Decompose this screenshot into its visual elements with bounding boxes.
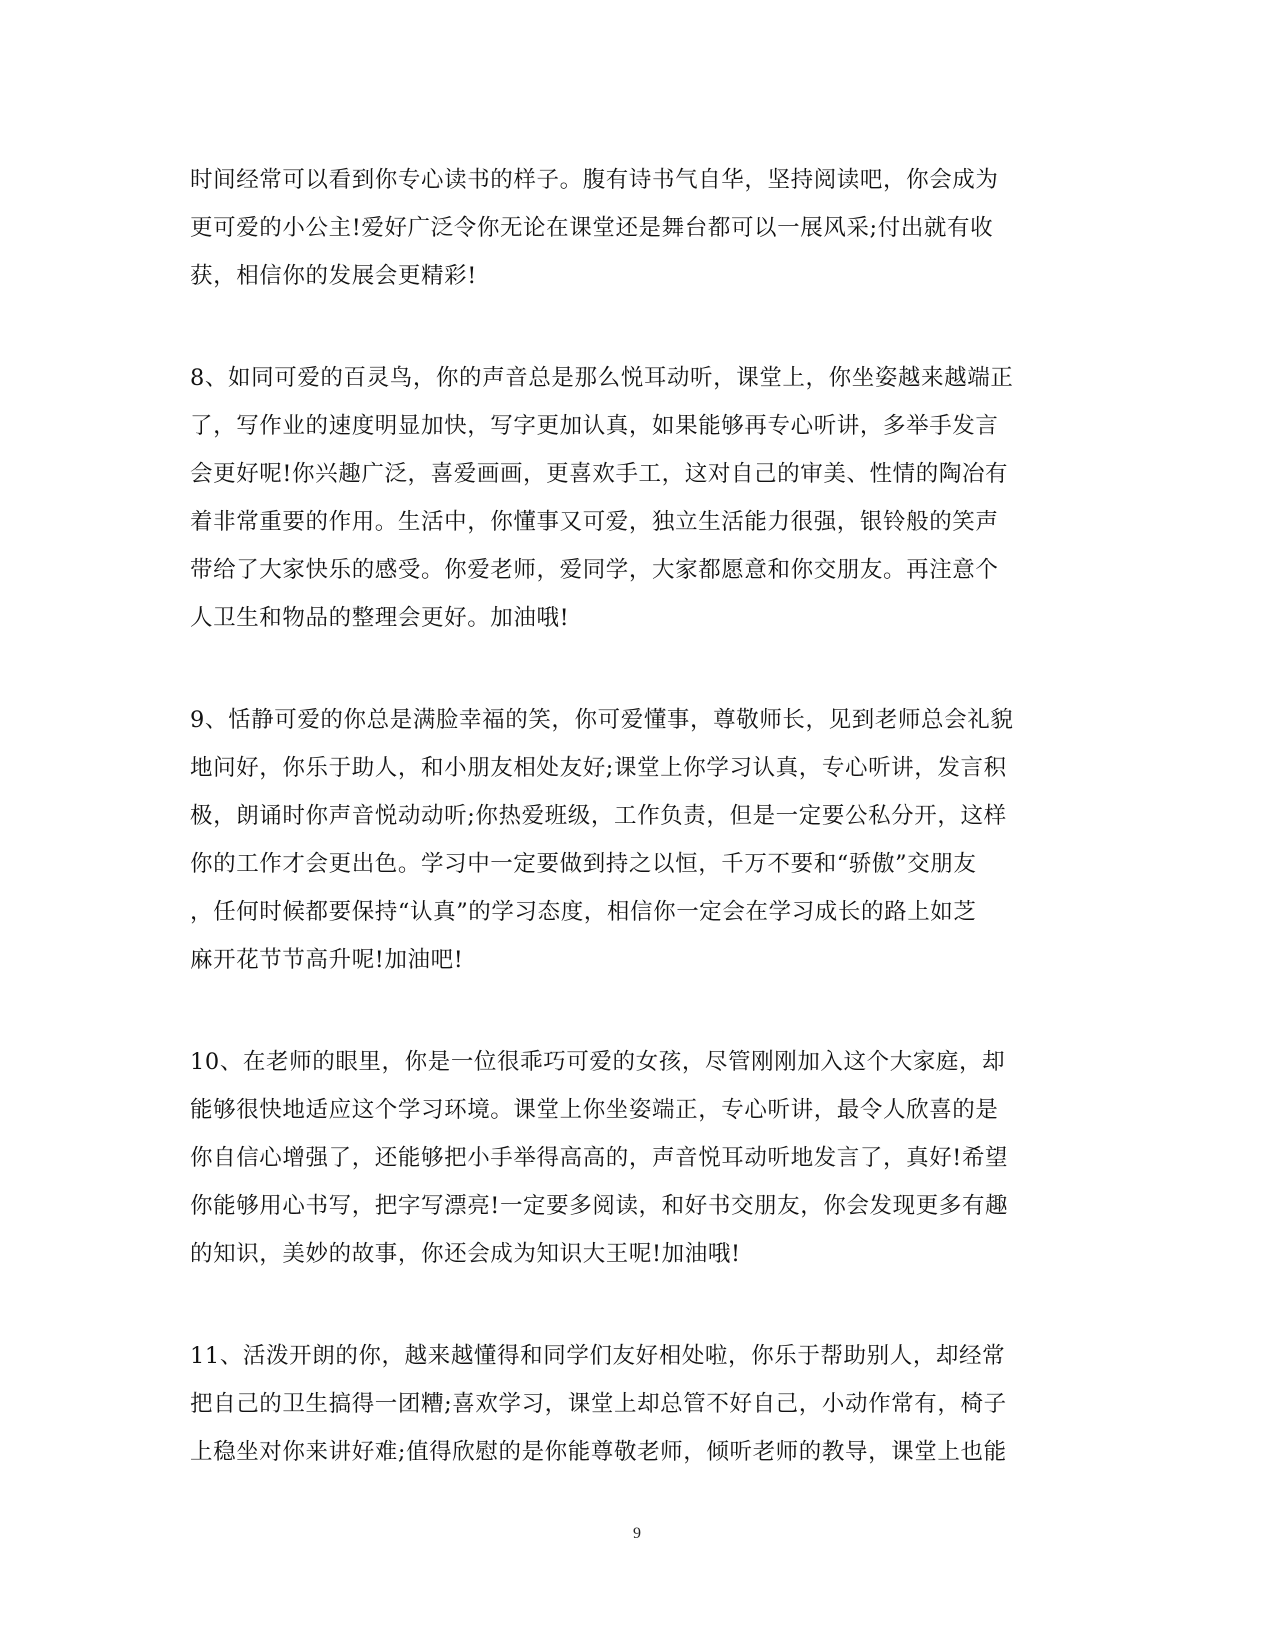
page-number: 9 [633,1525,641,1542]
paragraph-comment-11: 11、活泼开朗的你，越来越懂得和同学们友好相处啦，你乐于帮助别人，却经常 把自己的卫生搞得一团糟;喜欢学习，课堂上却总管不好自己，小动作常有，椅子 上稳坐对你来讲好难;值得欣慰的是你能尊敬老师，倾听老师的教导，课堂上也能 [190,1343,1007,1465]
paragraph-comment-10: 10、在老师的眼里，你是一位很乖巧可爱的女孩，尽管刚刚加入这个大家庭，却 能够很快地适应这个学习环境。课堂上你坐姿端正，专心听讲，最令人欣喜的是 你自信心增强了，还能够把小手举得高高的，声音悦耳动听地发言了，真好!希望 你能够用心书写，把字写漂亮!一定要多阅读，和好书交朋友，你会发现更多有趣 的知识，美妙的故事，你还会成为知识大王呢!加油哦! [190,1049,1009,1267]
document-body [190,156,1080,1530]
paragraph-comment-9: 9、恬静可爱的你总是满脸幸福的笑，你可爱懂事，尊敬师长，见到老师总会礼貌 地问好，你乐于助人，和小朋友相处友好;课堂上你学习认真，专心听讲，发言积 极，朗诵时你声音悦动动听;你热爱班级，工作负责，但是一定要公私分开，这样 你的工作才会更出色。学习中一定要做到持之以恒，千万不要和“骄傲”交朋友 ，任何时候都要保持“认真”的学习态度，相信你一定会在学习成长的路上如芝 麻开花节节高升呢!加油吧! [190,707,1014,973]
paragraph-comment-8: 8、如同可爱的百灵鸟，你的声音总是那么悦耳动听，课堂上，你坐姿越来越端正 了，写作业的速度明显加快，写字更加认真，如果能够再专心听讲，多举手发言 会更好呢!你兴趣广泛，喜爱画画，更喜欢手工，这对自己的审美、性情的陶冶有 着非常重要的作用。生活中，你懂事又可爱，独立生活能力很强，银铃般的笑声 带给了大家快乐的感受。你爱老师，爱同学，大家都愿意和你交朋友。再注意个 人卫生和物品的整理会更好。加油哦! [190,365,1014,631]
paragraph-continued: 时间经常可以看到你专心读书的样子。腹有诗书气自华，坚持阅读吧，你会成为 更可爱的小公主!爱好广泛令你无论在课堂还是舞台都可以一展风采;付出就有收 获，相信你的发展会更精彩! [190,167,999,289]
